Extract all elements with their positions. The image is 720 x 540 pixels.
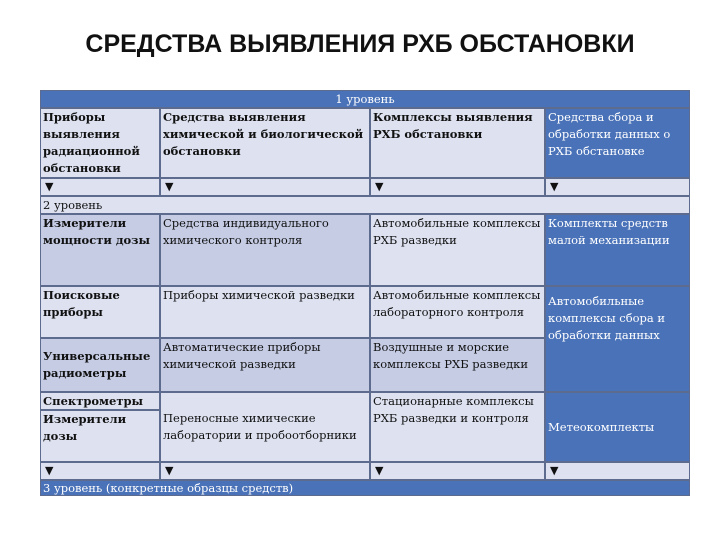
- level1-col-chemical-biological: Средства выявления химической и биологической обстановки: [160, 108, 370, 178]
- level2-header: 2 уровень: [40, 196, 690, 214]
- arrow-down-icon: ▼: [40, 178, 160, 196]
- level1-col-data-processing: Средства сбора и обработки данных о РХБ обстановке: [545, 108, 690, 178]
- level2-chemical-item: Приборы химической разведки: [160, 286, 370, 338]
- level1-header: 1 уровень: [40, 90, 690, 108]
- level2-complex-item: Автомобильные комплексы РХБ разведки: [370, 214, 545, 286]
- arrow-down-icon: ▼: [545, 178, 690, 196]
- level2-chemical-item: Автоматические приборы химической разведки: [160, 338, 370, 392]
- level2-data-item: Комплекты средств малой механизации: [545, 214, 690, 286]
- classification-table: [40, 90, 690, 496]
- level2-complex-item: Воздушные и морские комплексы РХБ разведки: [370, 338, 545, 392]
- arrow-down-icon: ▼: [160, 462, 370, 480]
- level2-chemical-item: Средства индивидуального химического контроля: [160, 214, 370, 286]
- level2-radiation-item: Измерители дозы: [40, 410, 160, 462]
- level2-radiation-item: Универсальные радиометры: [40, 338, 160, 392]
- arrow-down-icon: ▼: [370, 178, 545, 196]
- page-title: СРЕДСТВА ВЫЯВЛЕНИЯ РХБ ОБСТАНОВКИ: [85, 30, 635, 58]
- arrow-down-icon: ▼: [370, 462, 545, 480]
- level2-radiation-item: Спектрометры: [40, 392, 160, 410]
- arrow-down-icon: ▼: [545, 462, 690, 480]
- arrow-down-icon: ▼: [160, 178, 370, 196]
- level2-chemical-item: Переносные химические лаборатории и пробоотборники: [160, 392, 370, 462]
- level2-data-item: Метеокомплекты: [545, 392, 690, 462]
- level2-complex-item: Стационарные комплексы РХБ разведки и контроля: [370, 392, 545, 462]
- level2-radiation-item: Измерители мощности дозы: [40, 214, 160, 286]
- level2-radiation-item: Поисковые приборы: [40, 286, 160, 338]
- level1-col-complexes: Комплексы выявления РХБ обстановки: [370, 108, 545, 178]
- level2-complex-item: Автомобильные комплексы лабораторного контроля: [370, 286, 545, 338]
- level1-col-radiation: Приборы выявления радиационной обстановки: [40, 108, 160, 178]
- level2-data-item: Автомобильные комплексы сбора и обработки данных: [545, 286, 690, 392]
- arrow-down-icon: ▼: [40, 462, 160, 480]
- level3-header: 3 уровень (конкретные образцы средств): [40, 480, 690, 496]
